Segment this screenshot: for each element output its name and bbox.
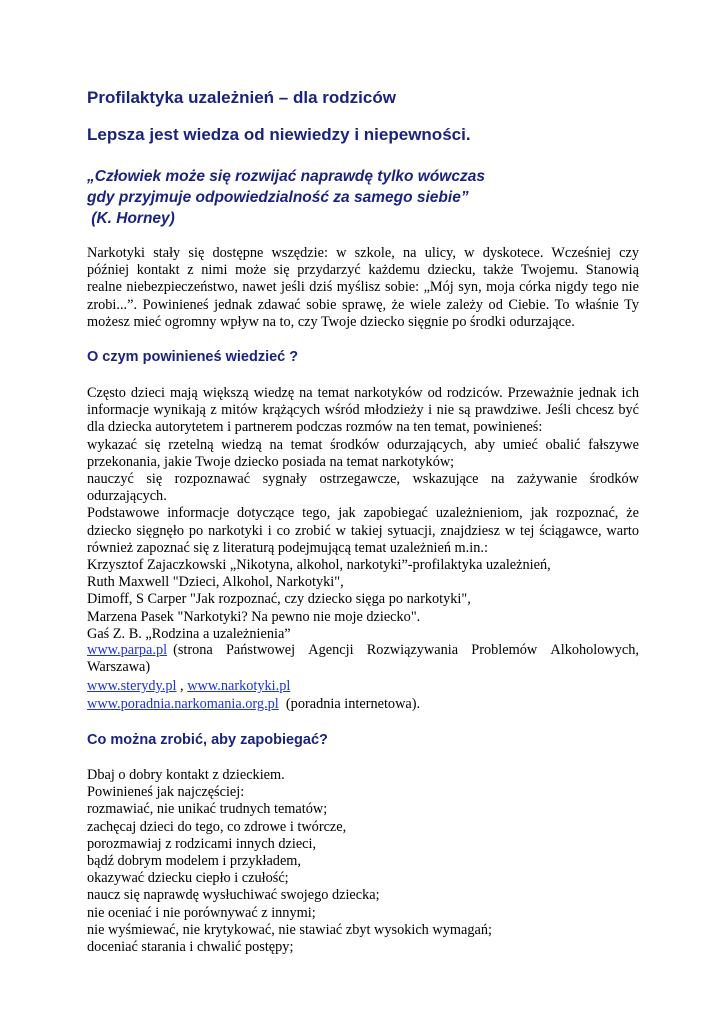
parpa-description-word: (strona (173, 642, 213, 658)
prevention-item: Dbaj o dobry kontakt z dzieckiem. (87, 767, 285, 783)
sterydy-link[interactable]: www.sterydy.pl (87, 678, 177, 694)
knowledge-line: Marzena Pasek "Narkotyki? Na pewno nie moje dziecko". (87, 608, 421, 625)
links-row (87, 678, 290, 695)
prevention-list (87, 767, 492, 956)
intro-line: zrobi...”. Powinieneś jednak zdawać sobie sprawę, że wiele zależy od Ciebie. To właśnie Ty (87, 296, 639, 313)
prevention-item: naucz się naprawdę wysłuchiwać swojego dziecka; (87, 887, 380, 904)
page-subtitle: Lepsza jest wiedza od niewiedzy i niepewności. (87, 125, 471, 144)
knowledge-line: przekonania, jakie Twoje dziecko posiada na temat narkotyków; (87, 453, 455, 470)
parpa-description (167, 642, 639, 659)
parpa-description-word: Rozwiązywania (366, 642, 459, 658)
knowledge-line: Gaś Z. B. „Rodzina a uzależnienia” (87, 625, 291, 642)
parpa-link[interactable]: www.parpa.pl (87, 642, 168, 658)
knowledge-line: dla dziecka autorytetem i partnerem podczas rozmów na ten temat, powinieneś: (87, 419, 543, 436)
poradnia-description: (poradnia internetowa). (278, 696, 421, 712)
intro-line: realne niebezpieczeństwo, nawet jeśli dziś myślisz sobie: „Mój syn, moja córka nigdy tego nie (87, 279, 639, 296)
parpa-description-word: Alkoholowych, (550, 642, 639, 658)
knowledge-line: odurzających. (87, 488, 167, 505)
quote-line-2: gdy przyjmuje odpowiedzialność za samego siebie” (87, 189, 469, 206)
prevention-item: doceniać starania i chwalić postępy; (87, 939, 294, 956)
link-separator: , (176, 678, 188, 694)
prevention-item: Powinieneś jak najczęściej: (87, 784, 245, 801)
knowledge-line: Dimoff, S Carper "Jak rozpoznać, czy dziecko sięga po narkotyki", (87, 591, 471, 608)
page-title: Profilaktyka uzależnień – dla rodziców (87, 88, 396, 107)
prevention-item: bądź dobrym modelem i przykładem, (87, 853, 301, 870)
poradnia-link[interactable]: www.poradnia.narkomania.org.pl (87, 696, 279, 712)
parpa-description-word: Agencji (308, 642, 354, 658)
quote-author: (K. Horney) (87, 210, 175, 227)
knowledge-line: Ruth Maxwell "Dzieci, Alkohol, Narkotyki", (87, 574, 344, 591)
prevention-item: nie oceniać i nie porównywać z innymi; (87, 904, 316, 921)
quote-line-1: „Człowiek może się rozwijać naprawdę tylko wówczas (87, 168, 485, 185)
knowledge-line: Krzysztof Zajaczkowski „Nikotyna, alkohol, narkotyki”-profilaktyka uzależnień, (87, 557, 551, 574)
parpa-description-end: Warszawa) (87, 659, 151, 675)
parpa-description-word: Problemów (471, 642, 538, 658)
prevention-item: porozmawiaj z rodzicami innych dzieci, (87, 835, 317, 852)
knowledge-line: Podstawowe informacje dotyczące tego, jak zapobiegać uzależnieniom, jak rozpoznać, że (87, 505, 639, 522)
section-heading-knowledge: O czym powinieneś wiedzieć ? (87, 349, 299, 365)
intro-line: później kontakt z nimi może się przydarzyć każdemu dziecku, także Twojemu. Stanowią (87, 262, 639, 279)
knowledge-line: nauczyć się rozpoznawać sygnały ostrzegawcze, wskazujące na zażywanie środków (87, 471, 639, 488)
knowledge-line: Często dzieci mają większą wiedzę na temat narkotyków od rodziców. Przeważnie jednak ich (87, 385, 639, 401)
knowledge-line: wykazać się rzetelną wiedzą na temat środków odurzających, aby umieć obalić fałszywe (87, 436, 639, 453)
prevention-item: nie wyśmiewać, nie krytykować, nie stawiać zbyt wysokich wymagań; (87, 921, 492, 938)
knowledge-paragraph (87, 385, 639, 643)
prevention-item: okazywać dziecku ciepło i czułość; (87, 870, 289, 887)
narkotyki-link[interactable]: www.narkotyki.pl (187, 678, 291, 694)
knowledge-line: dziecko sięgnęło po narkotyki i co zrobić w takiej sytuacji, znajdziesz w tej ściągawce, warto (87, 522, 639, 539)
parpa-row (87, 642, 639, 659)
poradnia-row (87, 696, 420, 713)
intro-line: Narkotyki stały się dostępne wszędzie: w szkole, na ulicy, w dyskotece. Wcześniej czy (87, 245, 639, 261)
section-heading-prevention: Co można zrobić, aby zapobiegać? (87, 732, 328, 748)
knowledge-line: również zapoznać się z literaturą podejmującą temat uzależnień m.in.: (87, 539, 488, 556)
intro-paragraph (87, 245, 639, 331)
prevention-item: zachęcaj dzieci do tego, co zdrowe i twórcze, (87, 818, 347, 835)
parpa-description-word: Państwowej (225, 642, 296, 658)
intro-line: możesz mieć ogromny wpływ na to, czy Twoje dziecko sięgnie po środki odurzające. (87, 313, 575, 330)
knowledge-line: informacje wynikają z mitów krążących wśród młodzieży i nie są prawdziwe. Jeśli chcesz być (87, 402, 639, 419)
prevention-item: rozmawiać, nie unikać trudnych tematów; (87, 801, 328, 818)
